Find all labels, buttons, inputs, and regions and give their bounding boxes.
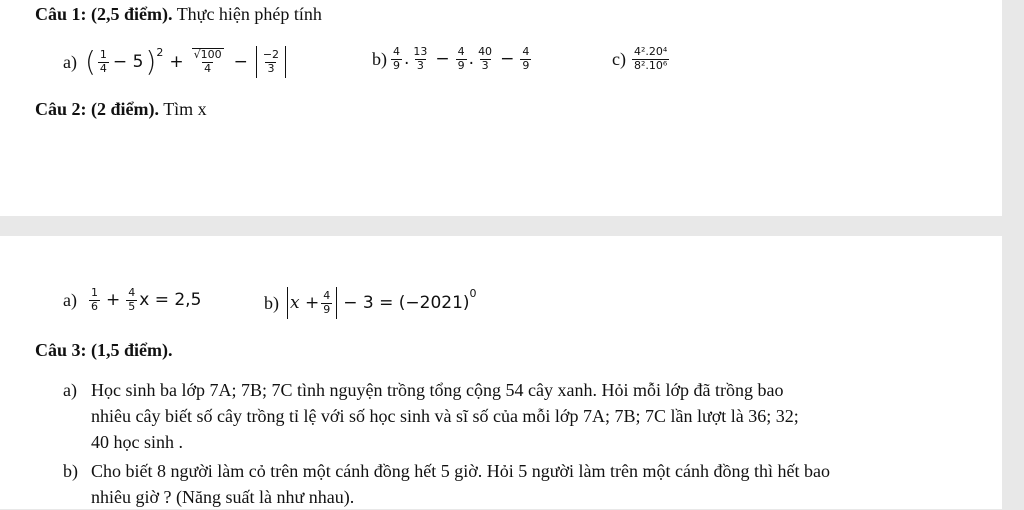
document-page-2 bbox=[0, 236, 1002, 509]
question-3a-line: nhiêu cây biết số cây trồng tỉ lệ với số học sinh và sĩ số của mỗi lớp 7A; 7B; 7C lần lượt là 36; 32; bbox=[91, 406, 799, 426]
question-3a-label: a) bbox=[63, 380, 77, 400]
question-3a-line: 40 học sinh . bbox=[91, 432, 183, 452]
question-1c-label: c) bbox=[612, 48, 626, 69]
question-2-heading: Câu 2: (2 điểm). bbox=[35, 99, 159, 119]
question-1-heading: Câu 1: (2,5 điểm). bbox=[35, 4, 173, 24]
question-1c-expression: c) $\frac{\text{4².20⁴}}{\text{8².10⁶}}$ bbox=[612, 45, 668, 72]
question-2b-label: b) bbox=[264, 292, 279, 313]
question-3b-text bbox=[63, 458, 830, 510]
question-2a-label: a) bbox=[63, 289, 77, 310]
question-1a-label: a) bbox=[63, 51, 77, 72]
question-1a-expression: a) ( $\frac{1}{4}$ − 5 ) 2 + $\frac{√100}{4}$ − $\frac{-2}{3}$ bbox=[63, 46, 286, 78]
question-3b-line: Cho biết 8 người làm cỏ trên một cánh đồng hết 5 giờ. Hỏi 5 người làm trên một cánh đồng thì hết bao bbox=[91, 461, 830, 481]
document-page-1 bbox=[0, 0, 1002, 216]
question-1b-label: b) bbox=[372, 48, 387, 69]
question-2b-expression: b) x + $\frac{4}{9}$ − 3 = (−2021) 0 bbox=[264, 287, 477, 319]
question-1b-expression: b) $\frac{4}{9}$ . $\frac{13}{3}$ − $\frac{4}{9}$ . $\frac{40}{3}$ − $\frac{4}{9}$ bbox=[372, 45, 530, 72]
question-1-task: Thực hiện phép tính bbox=[176, 4, 322, 24]
fraction: $\frac{√100}{4}$ bbox=[193, 48, 222, 75]
question-3b-line: nhiêu giờ ? (Năng suất là như nhau). bbox=[91, 487, 355, 507]
question-2-task: Tìm x bbox=[163, 99, 207, 119]
question-2a-expression: a) $\frac{1}{6}$ + $\frac{4}{5}$ x = 2,5 bbox=[63, 286, 202, 313]
fraction: $\frac{1}{4}$ bbox=[99, 47, 107, 75]
question-3-heading: Câu 3: (1,5 điểm). bbox=[35, 340, 173, 360]
question-1-title bbox=[35, 4, 322, 25]
question-2-title bbox=[35, 99, 207, 120]
question-3b-label: b) bbox=[63, 461, 78, 481]
question-3a-line: Học sinh ba lớp 7A; 7B; 7C tình nguyện trồng tổng cộng 54 cây xanh. Hỏi mỗi lớp đã trồng bao bbox=[91, 380, 784, 400]
question-3a-text bbox=[63, 377, 799, 455]
